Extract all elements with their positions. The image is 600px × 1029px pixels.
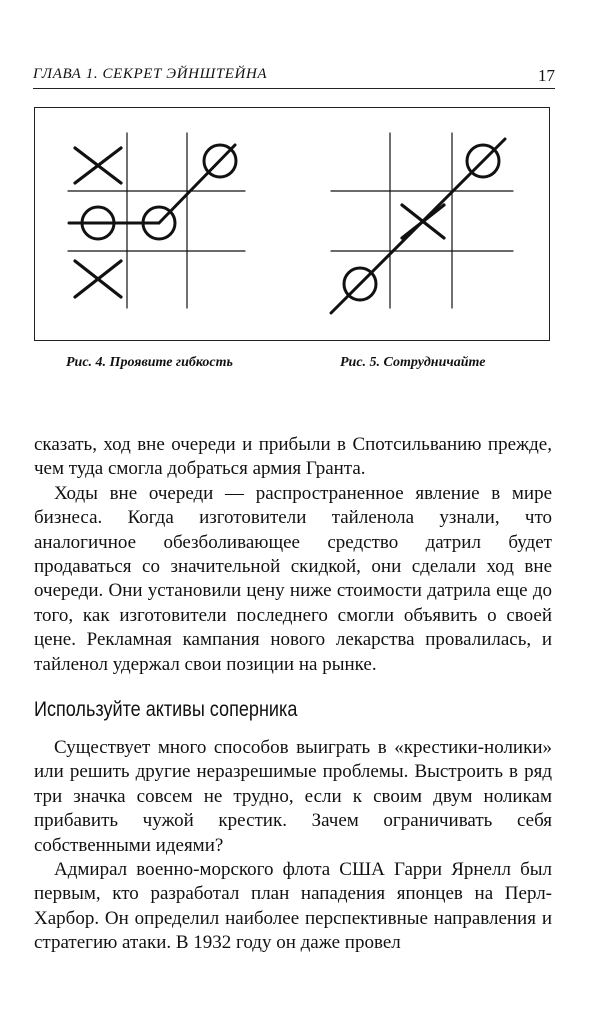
- text-block-bottom: [34, 736, 552, 956]
- fig4-win-line-diagonal: [159, 145, 235, 223]
- running-head: [33, 66, 555, 88]
- figures-illustration: [35, 108, 551, 342]
- figure-5-caption: Рис. 5. Сотрудничайте: [340, 355, 486, 370]
- figure-frame: [34, 107, 550, 341]
- text-block-top: [34, 433, 552, 677]
- fig4-x-mark-bottom-left: [75, 261, 121, 297]
- page-number: 17: [538, 66, 555, 85]
- paragraph-continued: сказать, ход вне очереди и прибыли в Спотсильванию прежде, чем туда смогла добраться армия Гранта.: [34, 434, 552, 480]
- paragraph-yarnell: Адмирал военно-морского флота США Гарри Ярнелл был первым, кто разработал план нападения японцев на Перл-Харбор. Он определил наиболее перспективные направления и стратегию атаки. В 1932 году он даже провел: [34, 859, 552, 954]
- fig5-win-line-diagonal: [331, 139, 505, 313]
- figure-4-caption: Рис. 4. Проявите гибкость: [66, 355, 233, 370]
- header-rule: [33, 88, 555, 89]
- fig4-x-mark-top-left: [75, 148, 121, 183]
- paragraph-business: Ходы вне очереди — распространенное явление в мире бизнеса. Когда изготовители тайленола узнали, что аналогичное обезболивающее средство датрил будет продаваться со значительной скидкой, они сделали ход вне очереди. Они установили цену ниже стоимости датрила еще до того, как изготовители последнего смогли объявить о своей цене. Рекламная кампания нового лекарства провалилась, и тайленол удержал свои позиции на рынке.: [34, 482, 552, 675]
- chapter-title: ГЛАВА 1. СЕКРЕТ ЭЙНШТЕЙНА: [33, 66, 268, 82]
- paragraph-tic-tac-toe: Существует много способов выиграть в «крестики-нолики» или решить другие неразрешимые проблемы. Выстроить в ряд три значка совсем не трудно, если к своим двум ноликам прибавить чужой крестик. Зачем ограничивать себя собственными идеями?: [34, 737, 552, 856]
- section-heading: Используйте активы соперника: [34, 698, 298, 721]
